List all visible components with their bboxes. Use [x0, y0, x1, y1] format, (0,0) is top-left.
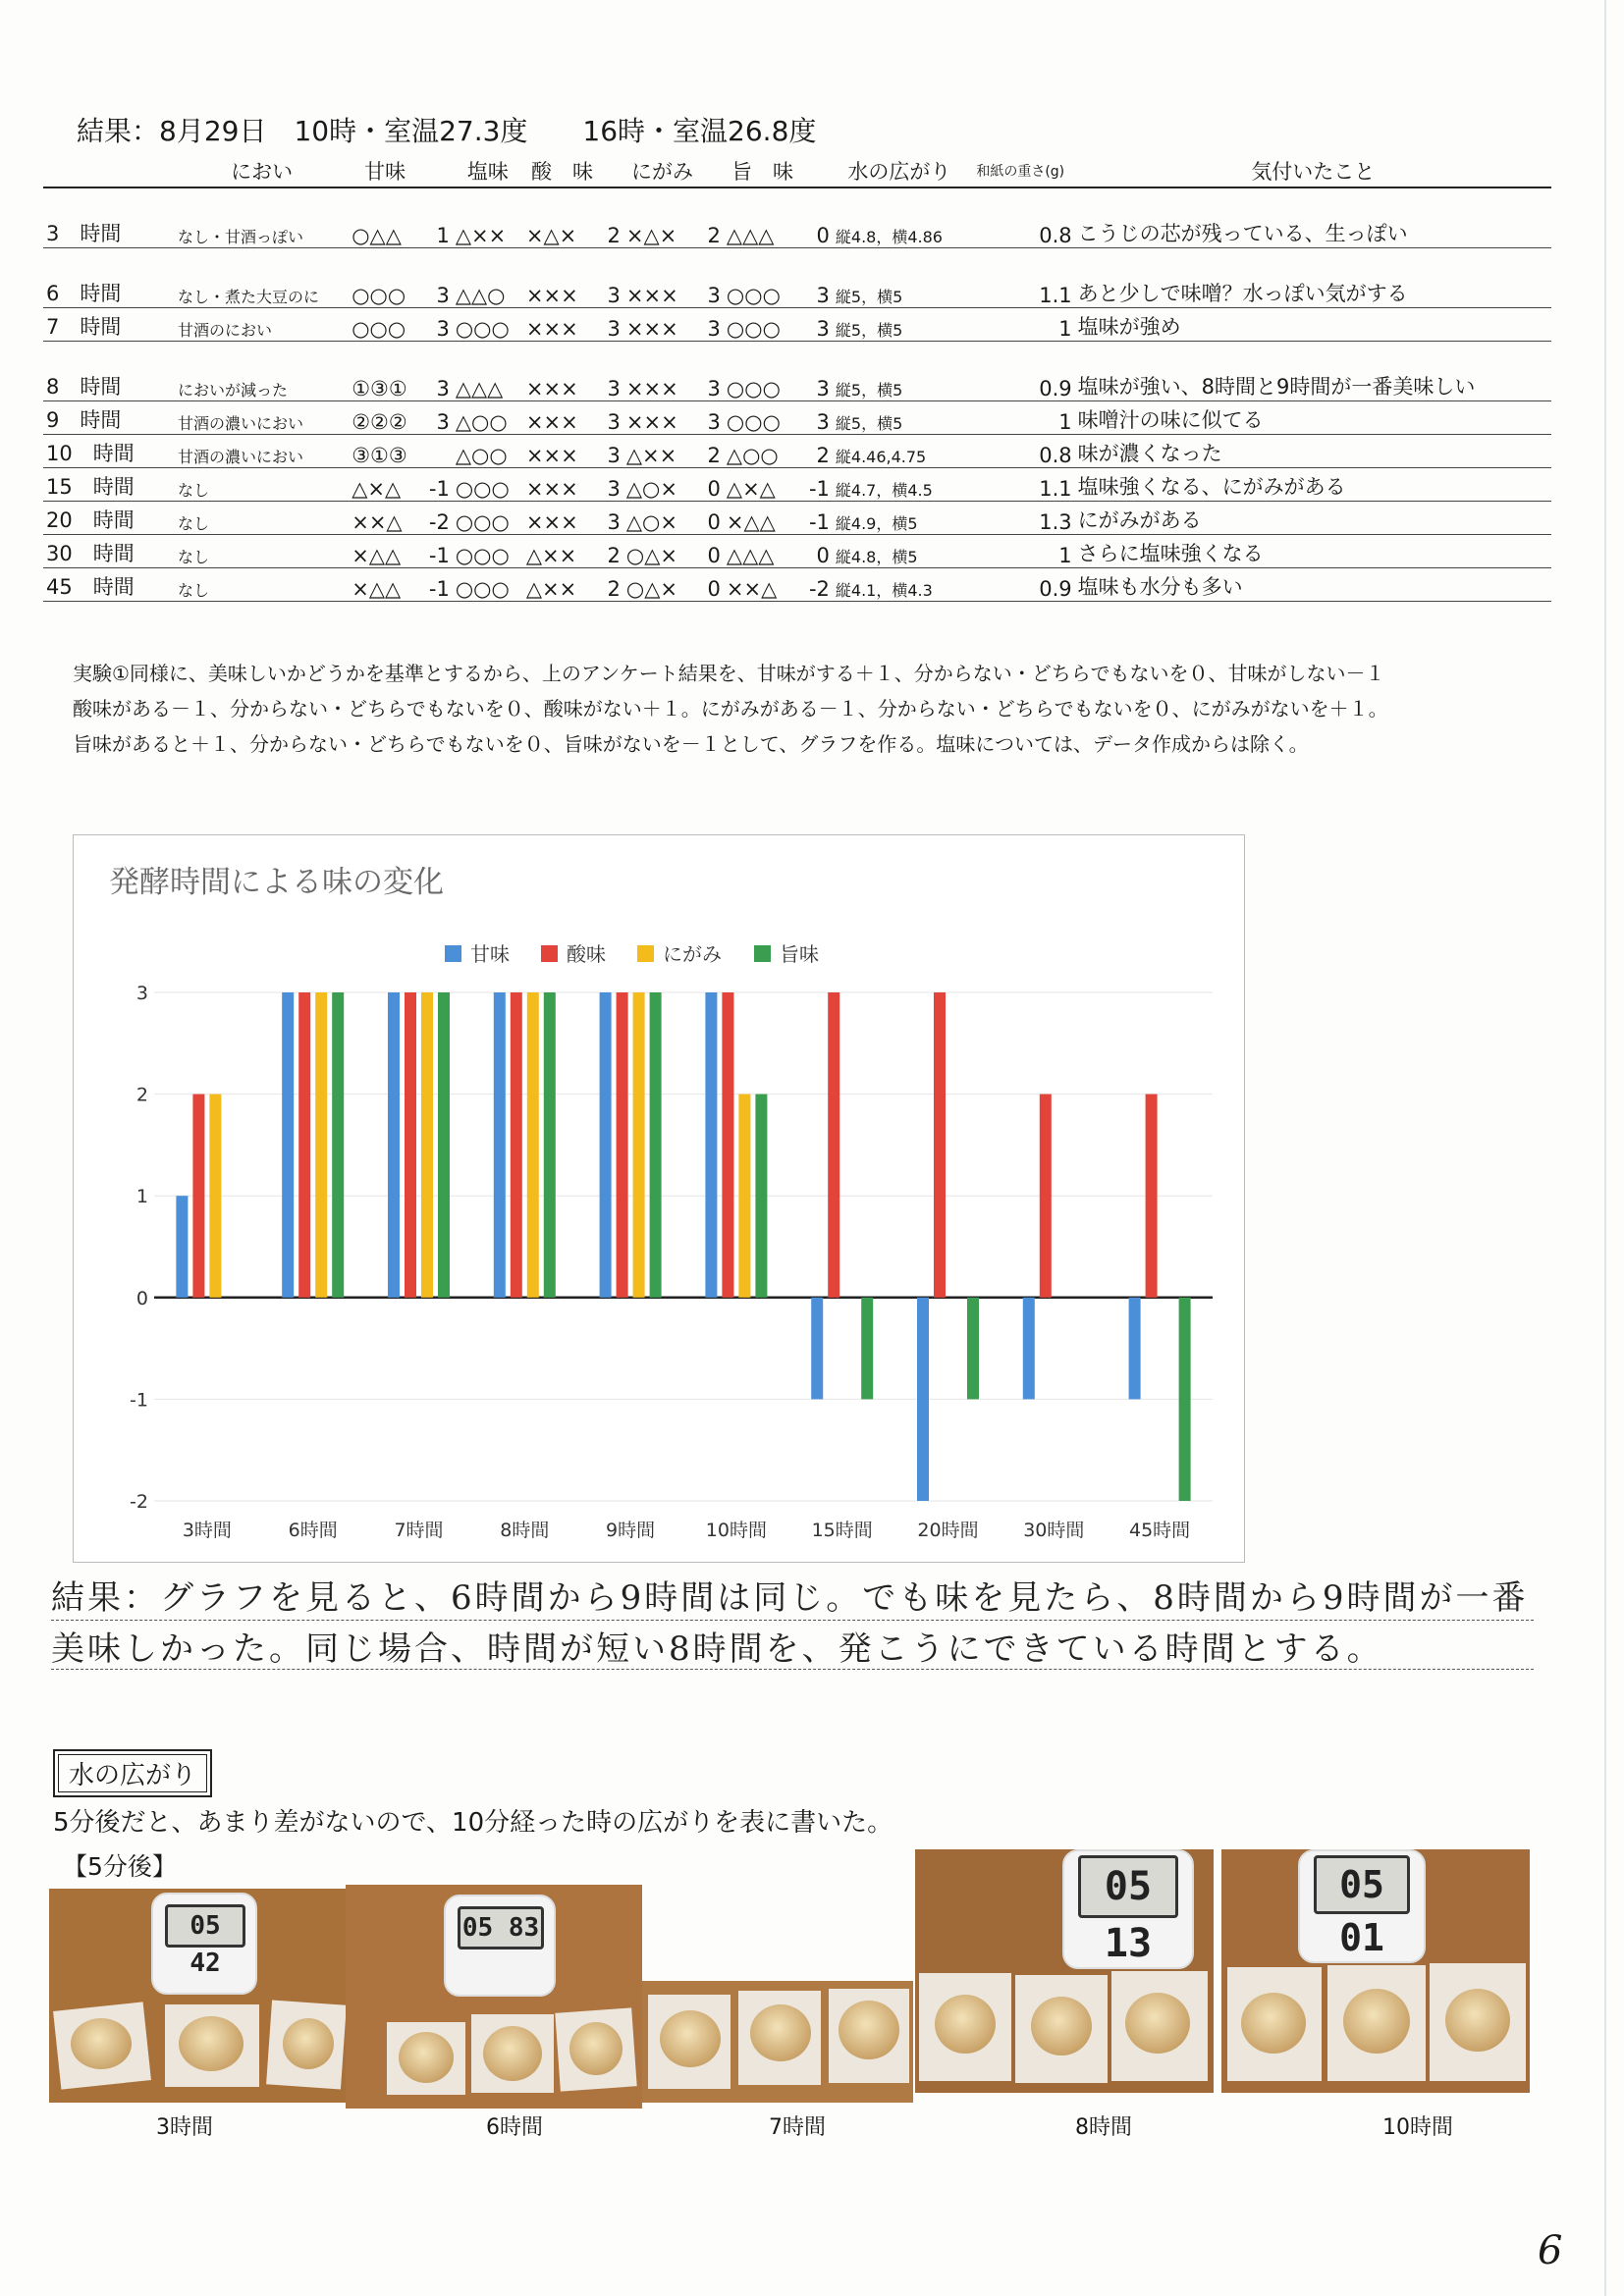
table-cell-smell: なし — [175, 502, 349, 535]
table-cell-time: 10 時間 — [43, 435, 175, 468]
column-header — [601, 155, 623, 187]
koji-sample — [71, 2018, 132, 2069]
y-tick-label: 1 — [135, 1186, 148, 1208]
handwritten-line-2: 美味しかった。同じ場合、時間が短い8時間を、発こうにできている時間とする。 — [51, 1629, 1383, 1669]
bar-酸味 — [405, 992, 416, 1298]
bar-甘味 — [388, 992, 400, 1298]
page-number: 6 — [1538, 2228, 1563, 2273]
bar-旨味 — [1179, 1298, 1191, 1501]
x-tick-label: 20時間 — [917, 1520, 979, 1541]
table-cell-note: 塩味が強い、8時間と9時間が一番美味しい — [1075, 342, 1551, 401]
table-cell-sweet: ×△△ — [349, 535, 421, 568]
table-row — [43, 248, 1551, 308]
table-cell-time: 9 時間 — [43, 401, 175, 435]
koji-sample — [839, 2001, 899, 2059]
bar-にがみ — [527, 992, 539, 1298]
table-cell-salty: ○○○ — [453, 535, 523, 568]
table-cell-bitter: △○× — [623, 468, 701, 502]
bar-甘味 — [494, 992, 506, 1298]
table-cell-sour: ××× — [523, 468, 601, 502]
koji-sample — [569, 2022, 623, 2075]
table-cell-time: 7 時間 — [43, 308, 175, 342]
koji-sample — [1343, 1989, 1410, 2054]
bar-甘味 — [600, 992, 612, 1298]
y-tick-label: 3 — [135, 983, 148, 1004]
bar-酸味 — [934, 992, 946, 1298]
table-cell-sour: △×× — [523, 568, 601, 602]
x-tick-label: 6時間 — [288, 1520, 338, 1541]
photo-caption: 10時間 — [1382, 2115, 1453, 2140]
table-cell-spread: 縦5，横5 — [833, 308, 966, 342]
table-cell-bitter-score: 0 — [701, 568, 724, 602]
chart-title: 発酵時間による味の変化 — [109, 865, 444, 900]
table-cell-umami-score: 0 — [801, 535, 833, 568]
table-cell-sweet-score: -1 — [421, 468, 453, 502]
table-cell-note: 味噌汁の味に似てる — [1075, 401, 1551, 435]
section-sublabel: 【5分後】 — [63, 1852, 177, 1881]
table-cell-time: 15 時間 — [43, 468, 175, 502]
table-cell-sweet-score: -1 — [421, 568, 453, 602]
column-header: 甘味 — [349, 155, 421, 187]
table-cell-umami-score: 3 — [801, 308, 833, 342]
table-row — [43, 468, 1551, 502]
table-cell-umami-score: -1 — [801, 468, 833, 502]
legend-swatch — [754, 945, 771, 962]
koji-sample — [179, 2016, 244, 2071]
photo-caption: 7時間 — [769, 2115, 826, 2140]
table-cell-sour-score: 3 — [601, 502, 623, 535]
photo-3h — [49, 1889, 346, 2103]
table-body — [43, 187, 1551, 602]
bar-酸味 — [1040, 1095, 1052, 1298]
bar-旨味 — [650, 992, 662, 1298]
bar-酸味 — [511, 992, 522, 1298]
page-edge — [1604, 0, 1606, 2296]
table-cell-bitter: △○× — [623, 502, 701, 535]
table-cell-weight: 0.9 — [966, 568, 1075, 602]
column-header: 和紙の重さ(g) — [966, 155, 1075, 187]
table-cell-smell: なし — [175, 568, 349, 602]
x-tick-label: 3時間 — [182, 1520, 232, 1541]
table-cell-spread: 縦4.9，横5 — [833, 502, 966, 535]
table-cell-spread: 縦5，横5 — [833, 248, 966, 308]
table-cell-sour: ××× — [523, 401, 601, 435]
table-cell-salty: ○○○ — [453, 568, 523, 602]
koji-sample — [483, 2026, 542, 2081]
table-row — [43, 401, 1551, 435]
bar-酸味 — [617, 992, 628, 1298]
table-cell-sweet-score: 1 — [421, 187, 453, 248]
table-cell-bitter-score: 0 — [701, 468, 724, 502]
column-header — [421, 155, 453, 187]
table-cell-spread: 縦4.8，横5 — [833, 535, 966, 568]
table-cell-sweet-score: 3 — [421, 248, 453, 308]
table-cell-sweet: ×△△ — [349, 568, 421, 602]
photo-10h — [1221, 1849, 1530, 2093]
results-table — [43, 155, 1551, 602]
chart-container — [73, 834, 1245, 1563]
table-cell-sour-score: 2 — [601, 187, 623, 248]
table-cell-bitter-score: 3 — [701, 342, 724, 401]
bar-にがみ — [209, 1095, 221, 1298]
table-cell-bitter-score: 2 — [701, 435, 724, 468]
koji-sample — [1445, 1989, 1510, 2052]
koji-sample — [283, 2018, 334, 2069]
column-header: におい — [175, 155, 349, 187]
bar-にがみ — [738, 1095, 750, 1298]
timer-display: 05 01 — [1314, 1855, 1410, 1914]
table-cell-note: さらに塩味強くなる — [1075, 535, 1551, 568]
table-cell-note: にがみがある — [1075, 502, 1551, 535]
bar-甘味 — [176, 1196, 188, 1298]
table-cell-weight: 1.1 — [966, 248, 1075, 308]
legend-swatch — [637, 945, 654, 962]
table-cell-sour-score: 3 — [601, 308, 623, 342]
photo-7h — [642, 1981, 913, 2103]
bar-にがみ — [315, 992, 327, 1298]
bar-chart — [74, 835, 1244, 1562]
bar-酸味 — [1146, 1095, 1158, 1298]
table-cell-umami: ×△△ — [724, 502, 801, 535]
table-header-row — [43, 155, 1551, 187]
bar-甘味 — [917, 1298, 929, 1501]
legend-label: 甘味 — [470, 942, 510, 966]
table-cell-umami-score: 3 — [801, 401, 833, 435]
y-tick-label: 0 — [135, 1287, 148, 1309]
timer-display: 05 83 — [458, 1906, 544, 1949]
y-tick-label: 2 — [135, 1084, 148, 1106]
table-cell-sweet: ①③① — [349, 342, 421, 401]
explanation-text — [73, 656, 1565, 762]
y-tick-label: -2 — [130, 1491, 148, 1513]
bar-旨味 — [967, 1298, 979, 1400]
table-cell-sweet-score: -2 — [421, 502, 453, 535]
table-cell-smell: 甘酒の濃いにおい — [175, 435, 349, 468]
table-cell-sour: ××× — [523, 248, 601, 308]
table-cell-time: 45 時間 — [43, 568, 175, 602]
explanation-line: 実験①同様に、美味しいかどうかを基準とするから、上のアンケート結果を、甘味がする＋１、分からない・どちらでもないを０、甘味がしない－１ — [73, 662, 1385, 685]
table-cell-umami: ○○○ — [724, 308, 801, 342]
timer-icon — [1298, 1849, 1426, 1963]
table-cell-salty: △△△ — [453, 342, 523, 401]
ruled-line — [51, 1620, 1534, 1621]
ruled-line — [51, 1669, 1534, 1670]
table-cell-salty: ○○○ — [453, 308, 523, 342]
table-cell-sweet: ②②② — [349, 401, 421, 435]
table-cell-sour: ××× — [523, 308, 601, 342]
table-cell-bitter-score: 3 — [701, 248, 724, 308]
x-tick-label: 8時間 — [500, 1520, 550, 1541]
table-row — [43, 342, 1551, 401]
table-cell-umami-score: 3 — [801, 248, 833, 308]
table-cell-bitter: △×× — [623, 435, 701, 468]
photo-caption: 3時間 — [156, 2115, 213, 2140]
table-cell-salty: △×× — [453, 187, 523, 248]
bar-旨味 — [332, 992, 344, 1298]
table-cell-smell: 甘酒のにおい — [175, 308, 349, 342]
table-cell-umami: △○○ — [724, 435, 801, 468]
koji-sample — [399, 2032, 454, 2083]
table-cell-umami: ××△ — [724, 568, 801, 602]
table-cell-umami-score: -2 — [801, 568, 833, 602]
table-cell-bitter: ○△× — [623, 568, 701, 602]
bar-甘味 — [1129, 1298, 1141, 1400]
table-cell-note: 味が濃くなった — [1075, 435, 1551, 468]
table-cell-spread: 縦5，横5 — [833, 342, 966, 401]
bar-酸味 — [298, 992, 310, 1298]
table-cell-bitter: ××× — [623, 308, 701, 342]
timer-display: 05 42 — [165, 1904, 245, 1948]
table-cell-note: 塩味も水分も多い — [1075, 568, 1551, 602]
table-row — [43, 568, 1551, 602]
table-cell-umami: ○○○ — [724, 342, 801, 401]
table-cell-smell: なし・煮た大豆のに — [175, 248, 349, 308]
table-cell-sour-score: 3 — [601, 401, 623, 435]
column-header: 気付いたこと — [1075, 155, 1551, 187]
table-cell-sweet: ○○○ — [349, 308, 421, 342]
table-cell-bitter-score: 3 — [701, 401, 724, 435]
table-cell-salty: △△○ — [453, 248, 523, 308]
table-cell-sour: ××× — [523, 342, 601, 401]
table-cell-bitter: ×△× — [623, 187, 701, 248]
table-cell-smell: なし・甘酒っぽい — [175, 187, 349, 248]
table-cell-smell: なし — [175, 535, 349, 568]
table-cell-umami: ○○○ — [724, 401, 801, 435]
photo-6h — [346, 1885, 642, 2109]
x-tick-label: 45時間 — [1129, 1520, 1191, 1541]
table-cell-sweet: ○○○ — [349, 248, 421, 308]
table-cell-sour-score: 3 — [601, 342, 623, 401]
table-cell-sweet-score: 3 — [421, 308, 453, 342]
section-title: 水の広がり — [53, 1749, 212, 1797]
table-cell-salty: ○○○ — [453, 468, 523, 502]
bar-酸味 — [722, 992, 733, 1298]
table-cell-sour: ×△× — [523, 187, 601, 248]
table-row — [43, 308, 1551, 342]
table-cell-sour: △×× — [523, 535, 601, 568]
timer-display: 05 13 — [1078, 1855, 1178, 1918]
table-cell-sweet: ○△△ — [349, 187, 421, 248]
table-cell-salty: △○○ — [453, 435, 523, 468]
table-cell-weight: 0.8 — [966, 435, 1075, 468]
explanation-line: 旨味があると＋１、分からない・どちらでもないを０、旨味がないを－１として、グラフを作る。塩味については、データ作成からは除く。 — [73, 732, 1309, 756]
koji-sample — [1241, 1993, 1306, 2054]
table-cell-weight: 1.1 — [966, 468, 1075, 502]
table-cell-bitter: ××× — [623, 401, 701, 435]
table-cell-salty: △○○ — [453, 401, 523, 435]
result-title: 結果：8月29日 10時・室温27.3度 16時・室温26.8度 — [77, 115, 817, 147]
table-cell-sweet: ③①③ — [349, 435, 421, 468]
table-cell-note: あと少しで味噌？水っぽい気がする — [1075, 248, 1551, 308]
section-body: 5分後だと、あまり差がないので、10分経った時の広がりを表に書いた。 — [53, 1808, 893, 1838]
table-cell-umami-score: -1 — [801, 502, 833, 535]
bar-旨味 — [755, 1095, 767, 1298]
handwritten-line-1: 結果：グラフを見ると、6時間から9時間は同じ。でも味を見たら、8時間から9時間が一番 — [51, 1578, 1529, 1618]
column-header: 水の広がり — [833, 155, 966, 187]
photo-8h — [915, 1849, 1214, 2093]
column-header — [43, 155, 175, 187]
table-cell-smell: においが減った — [175, 342, 349, 401]
bar-甘味 — [811, 1298, 823, 1400]
x-tick-label: 10時間 — [705, 1520, 767, 1541]
bar-甘味 — [705, 992, 717, 1298]
bar-酸味 — [192, 1095, 204, 1298]
table-cell-spread: 縦4.8，横4.86 — [833, 187, 966, 248]
column-header: 旨 味 — [724, 155, 801, 187]
table-cell-bitter: ○△× — [623, 535, 701, 568]
table-cell-sour-score: 3 — [601, 468, 623, 502]
table-cell-bitter-score: 0 — [701, 502, 724, 535]
table-cell-sour-score: 2 — [601, 535, 623, 568]
table-cell-sour-score: 3 — [601, 248, 623, 308]
table-cell-umami-score: 2 — [801, 435, 833, 468]
table-cell-spread: 縦4.1，横4.3 — [833, 568, 966, 602]
table-cell-sour: ××× — [523, 502, 601, 535]
legend-swatch — [541, 945, 558, 962]
table-row — [43, 187, 1551, 248]
table-cell-sweet-score — [421, 435, 453, 468]
bar-旨味 — [438, 992, 450, 1298]
table-cell-bitter-score: 0 — [701, 535, 724, 568]
table-row — [43, 535, 1551, 568]
table-cell-note: 塩味強くなる、にがみがある — [1075, 468, 1551, 502]
table-cell-time: 30 時間 — [43, 535, 175, 568]
bar-甘味 — [282, 992, 294, 1298]
photo-caption: 6時間 — [486, 2115, 543, 2140]
table-cell-bitter: ××× — [623, 248, 701, 308]
table-cell-sweet-score: -1 — [421, 535, 453, 568]
table-cell-umami: △△△ — [724, 535, 801, 568]
timer-icon — [444, 1895, 556, 1997]
table-cell-sour: ××× — [523, 435, 601, 468]
table-cell-sweet-score: 3 — [421, 401, 453, 435]
table-cell-umami: ○○○ — [724, 248, 801, 308]
table-cell-sweet: ××△ — [349, 502, 421, 535]
koji-sample — [1125, 1993, 1190, 2054]
koji-sample — [660, 2010, 721, 2067]
table-cell-weight: 0.9 — [966, 342, 1075, 401]
table-cell-umami: △×△ — [724, 468, 801, 502]
table-cell-note: 塩味が強め — [1075, 308, 1551, 342]
timer-icon — [151, 1893, 257, 1995]
table-cell-bitter-score: 3 — [701, 308, 724, 342]
table-cell-weight: 0.8 — [966, 187, 1075, 248]
table-cell-sweet-score: 3 — [421, 342, 453, 401]
legend-label: にがみ — [663, 942, 722, 966]
column-header — [801, 155, 833, 187]
table-row — [43, 435, 1551, 468]
table-cell-weight: 1 — [966, 308, 1075, 342]
table-cell-spread: 縦4.46,4.75 — [833, 435, 966, 468]
column-header: 酸 味 — [523, 155, 601, 187]
table-cell-smell: 甘酒の濃いにおい — [175, 401, 349, 435]
koji-sample — [750, 2004, 811, 2061]
x-tick-label: 7時間 — [394, 1520, 444, 1541]
bar-にがみ — [633, 992, 645, 1298]
table-cell-note: こうじの芯が残っている、生っぽい — [1075, 187, 1551, 248]
table-cell-time: 3 時間 — [43, 187, 175, 248]
table-cell-spread: 縦5，横5 — [833, 401, 966, 435]
x-tick-label: 15時間 — [811, 1520, 873, 1541]
bar-酸味 — [828, 992, 839, 1298]
table-cell-umami: △△△ — [724, 187, 801, 248]
column-header: にがみ — [623, 155, 701, 187]
table-cell-weight: 1 — [966, 535, 1075, 568]
table-cell-time: 6 時間 — [43, 248, 175, 308]
table-cell-salty: ○○○ — [453, 502, 523, 535]
table-cell-weight: 1.3 — [966, 502, 1075, 535]
table-cell-sour-score: 2 — [601, 568, 623, 602]
x-tick-label: 30時間 — [1023, 1520, 1085, 1541]
x-tick-label: 9時間 — [606, 1520, 656, 1541]
table-cell-time: 20 時間 — [43, 502, 175, 535]
y-tick-label: -1 — [130, 1389, 148, 1412]
legend-label: 酸味 — [567, 942, 606, 966]
bar-にがみ — [421, 992, 433, 1298]
legend-swatch — [445, 945, 461, 962]
explanation-line: 酸味がある－１、分からない・どちらでもないを０、酸味がない＋１。にがみがある－１、分からない・どちらでもないを０、にがみがないを＋１。 — [73, 697, 1388, 721]
legend-label: 旨味 — [780, 942, 819, 966]
table-cell-weight: 1 — [966, 401, 1075, 435]
table-cell-sour-score: 3 — [601, 435, 623, 468]
bar-旨味 — [544, 992, 556, 1298]
table-cell-smell: なし — [175, 468, 349, 502]
table-cell-bitter: ××× — [623, 342, 701, 401]
table-cell-sweet: △×△ — [349, 468, 421, 502]
table-cell-time: 8 時間 — [43, 342, 175, 401]
table-cell-umami-score: 0 — [801, 187, 833, 248]
photo-caption: 8時間 — [1075, 2115, 1132, 2140]
table-cell-umami-score: 3 — [801, 342, 833, 401]
bar-甘味 — [1023, 1298, 1035, 1400]
koji-sample — [935, 1995, 996, 2054]
timer-icon — [1062, 1849, 1194, 1969]
table-cell-spread: 縦4.7，横4.5 — [833, 468, 966, 502]
koji-sample — [1031, 1997, 1092, 2056]
table-cell-bitter-score: 2 — [701, 187, 724, 248]
bar-旨味 — [861, 1298, 873, 1400]
table-row — [43, 502, 1551, 535]
column-header — [701, 155, 724, 187]
column-header: 塩味 — [453, 155, 523, 187]
